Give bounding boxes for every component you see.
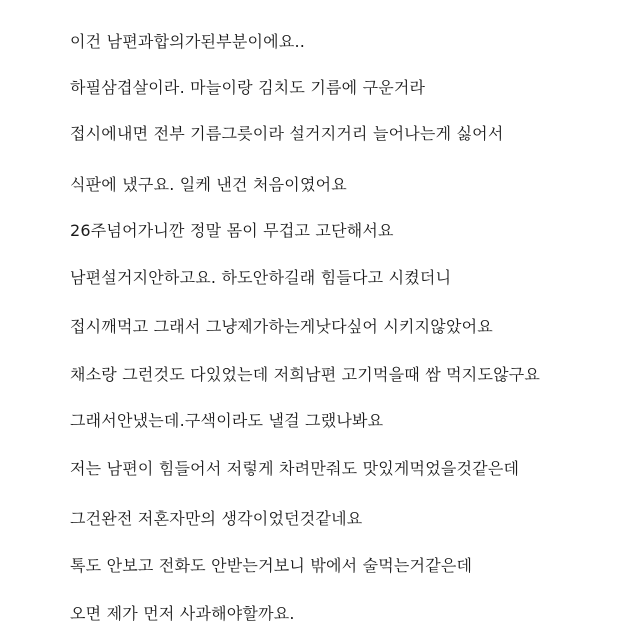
post-line: 저는 남편이 힘들어서 저렇게 차려만줘도 맛있게먹었을것같은데 [70,459,520,478]
post-line: 오면 제가 먼저 사과해야할까요. [70,604,295,623]
post-line: 그건완전 저혼자만의 생각이었던것같네요 [70,509,363,528]
post-line: 남편설거지안하고요. 하도안하길래 힘들다고 시켰더니 [70,268,452,287]
post-line: 접시깨먹고 그래서 그냥제가하는게낫다싶어 시키지않았어요 [70,317,493,336]
post-line: 톡도 안보고 전화도 안받는거보니 밖에서 술먹는거같은데 [70,556,473,575]
post-line: 그래서안냈는데.구색이라도 낼걸 그랬나봐요 [70,411,384,430]
post-line: 이건 남편과합의가된부분이에요.. [70,32,306,51]
post-line: 식판에 냈구요. 일케 낸건 처음이였어요 [70,175,347,194]
post-line: 하필삼겹살이라. 마늘이랑 김치도 기름에 구운거라 [70,78,426,97]
post-line: 채소랑 그런것도 다있었는데 저희남편 고기먹을때 쌈 먹지도않구요 [70,365,541,384]
post-line: 접시에내면 전부 기름그릇이라 설거지거리 늘어나는게 싫어서 [70,124,504,143]
post-line: 26주넘어가니깐 정말 몸이 무겁고 고단해서요 [70,221,394,240]
